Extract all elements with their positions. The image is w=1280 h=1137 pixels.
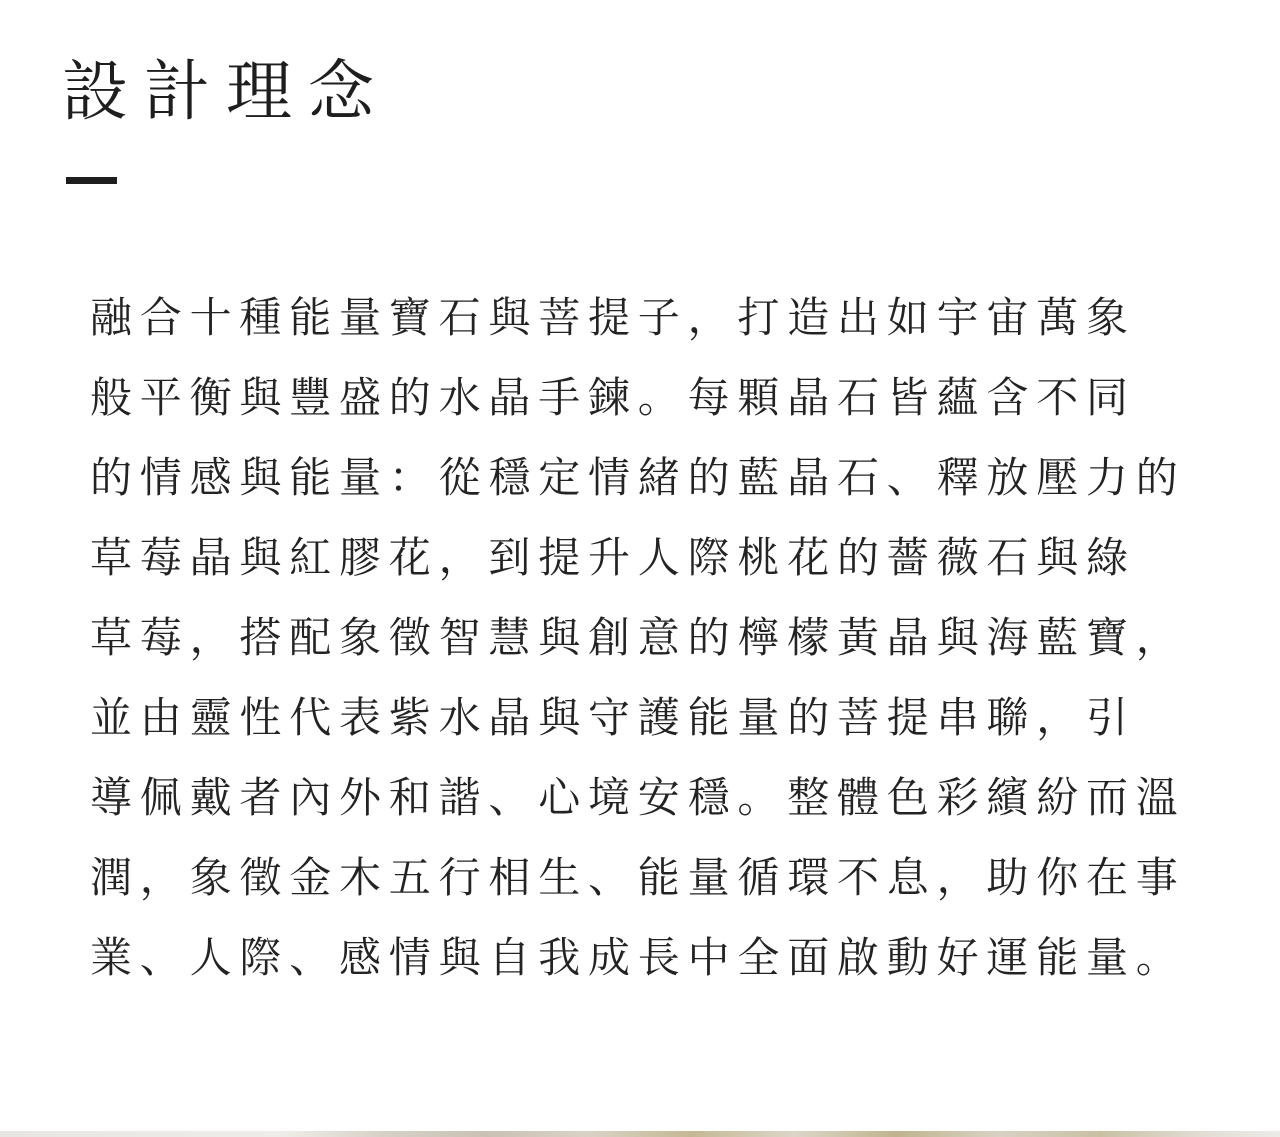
title-underline [66, 177, 117, 184]
paragraph-line: 草莓晶與紅膠花，到提升人際桃花的薔薇石與綠 [90, 533, 1136, 582]
paragraph-line: 融合十種能量寶石與菩提子，打造出如宇宙萬象 [90, 293, 1136, 342]
paragraph-line: 業、人際、感情與自我成長中全面啟動好運能量。 [90, 933, 1186, 982]
description-paragraph [90, 278, 1190, 998]
paragraph-line: 並由靈性代表紫水晶與守護能量的菩提串聯，引 [90, 693, 1136, 742]
paragraph-line: 般平衡與豐盛的水晶手鍊。每顆晶石皆蘊含不同 [90, 373, 1136, 422]
section-title: 設計理念 [62, 53, 390, 130]
paragraph-line: 草莓，搭配象徵智慧與創意的檸檬黃晶與海藍寶， [90, 613, 1186, 662]
paragraph-line: 潤，象徵金木五行相生、能量循環不息，助你在事 [90, 853, 1186, 902]
paragraph-line: 的情感與能量：從穩定情緒的藍晶石、釋放壓力的 [90, 453, 1186, 502]
next-image-edge [0, 1131, 1280, 1137]
paragraph-line: 導佩戴者內外和諧、心境安穩。整體色彩繽紛而溫 [90, 773, 1186, 822]
